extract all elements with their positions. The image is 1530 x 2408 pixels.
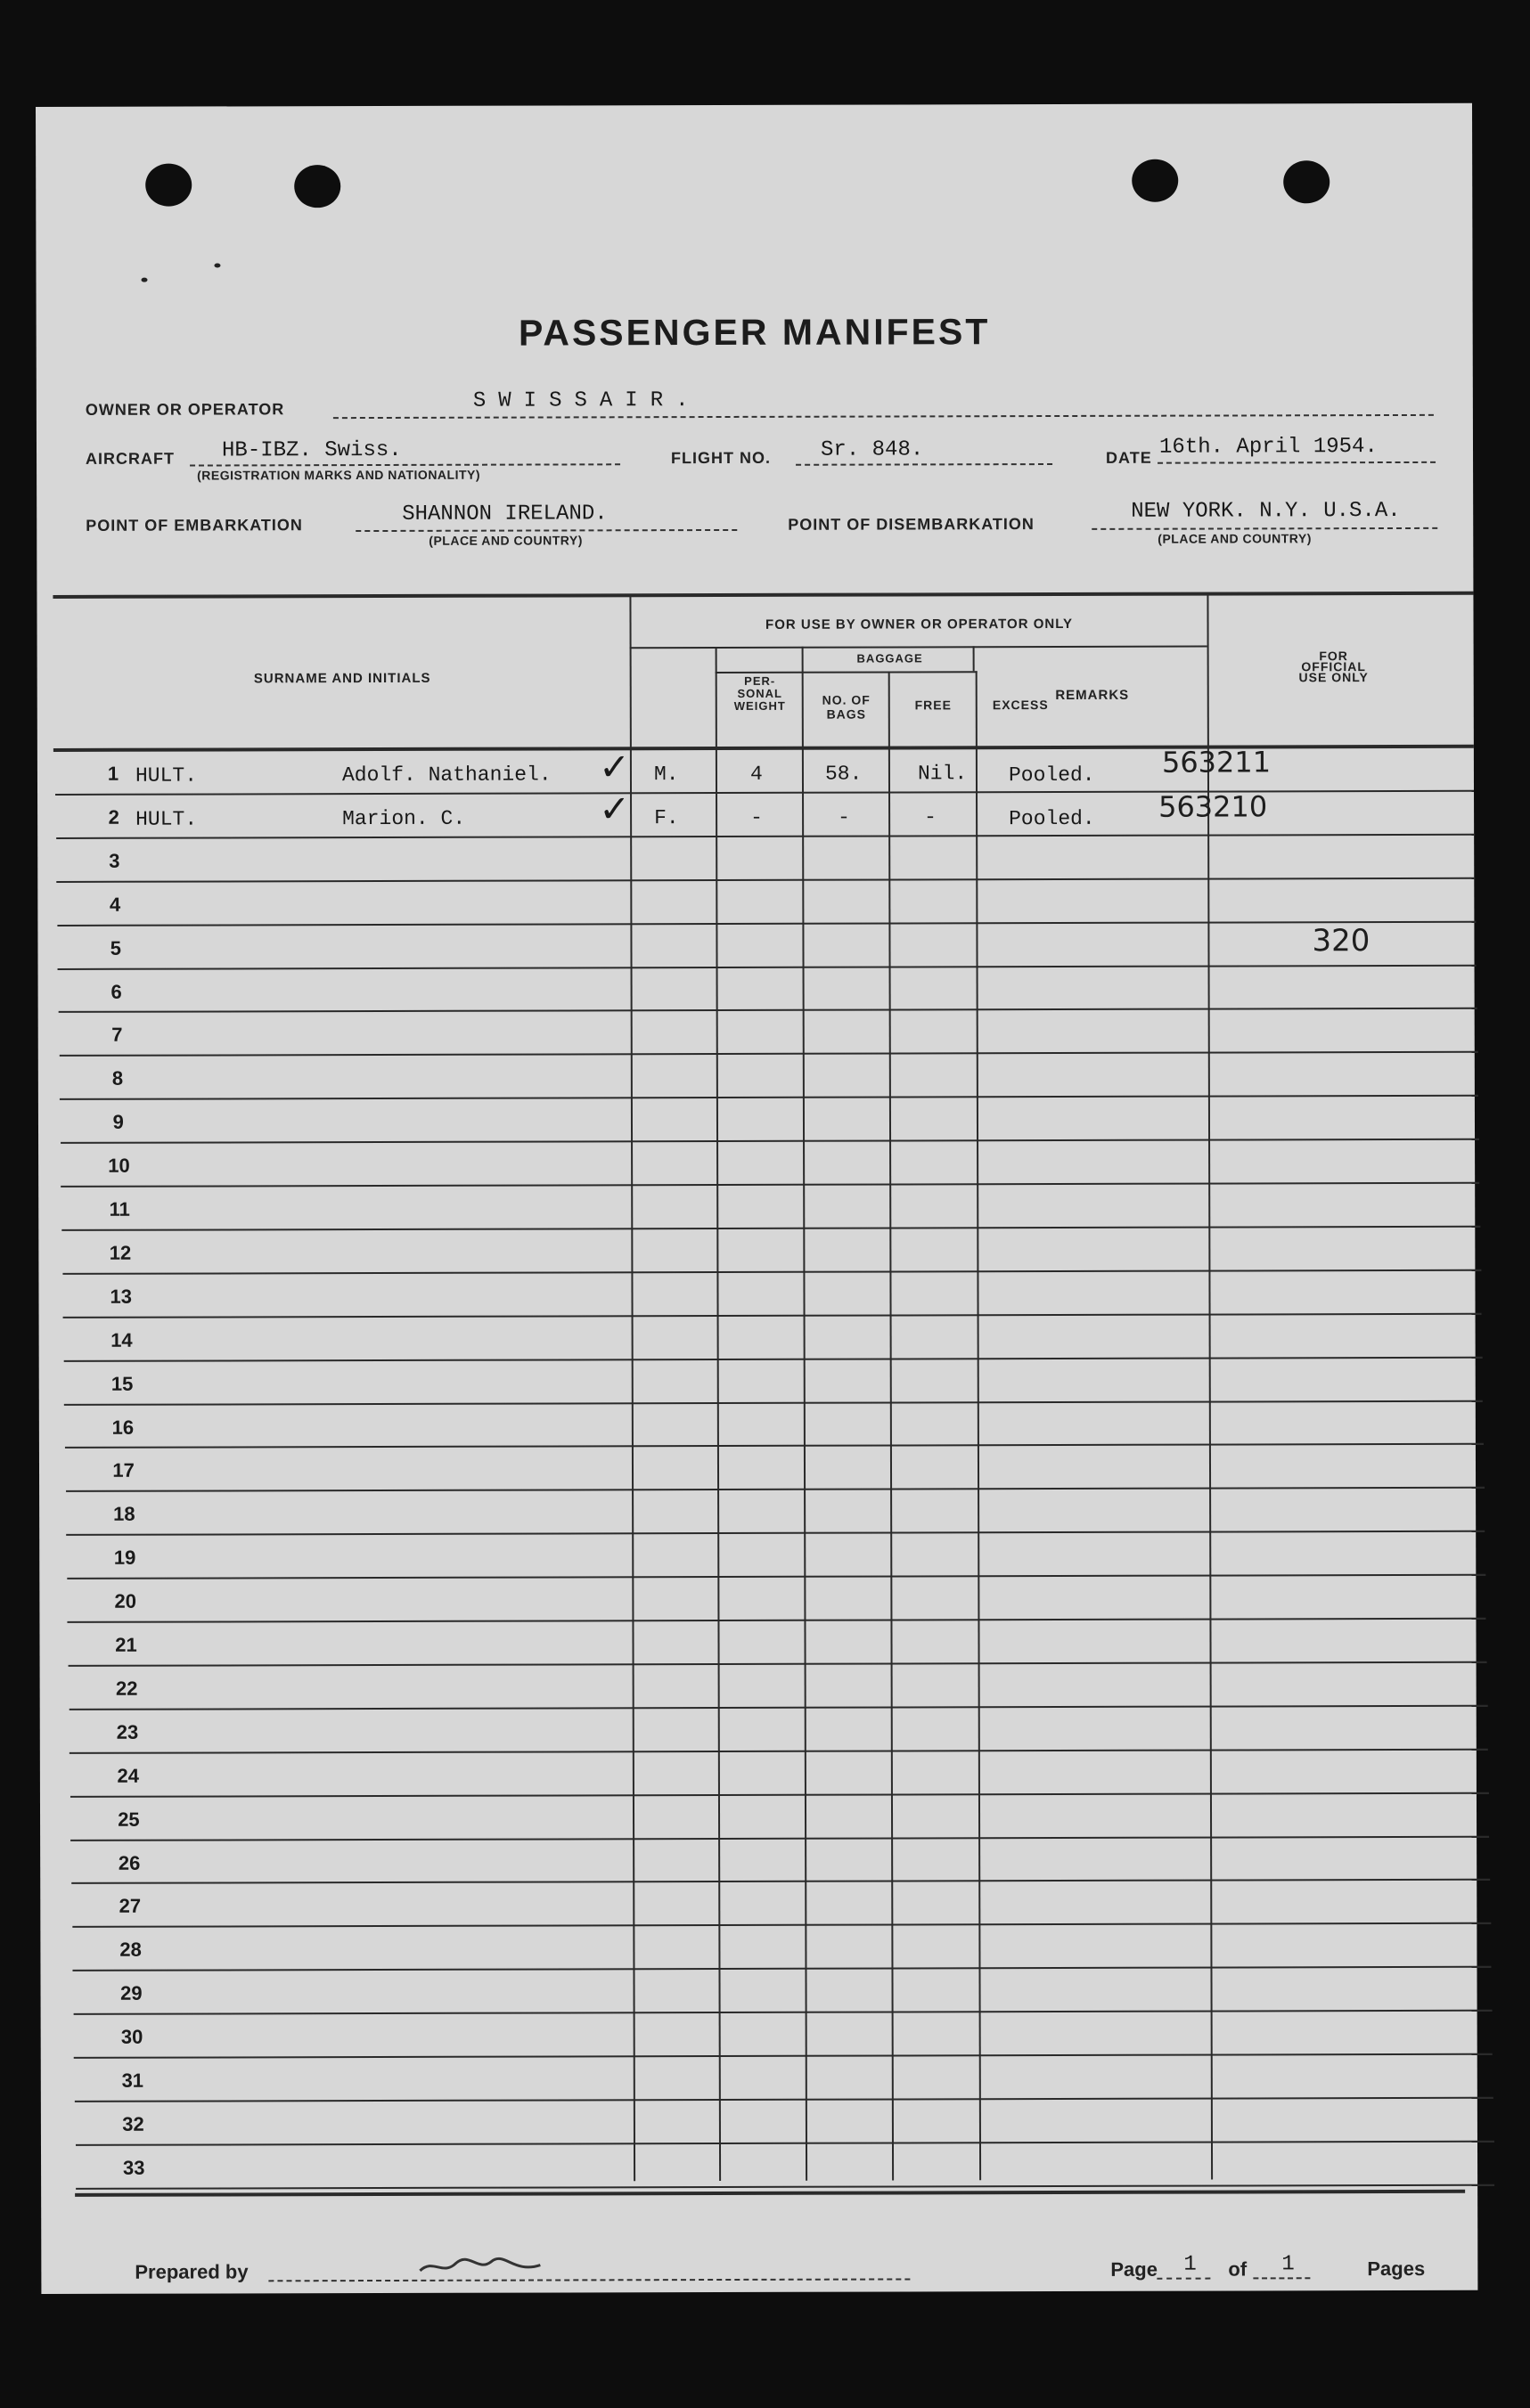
col-divider-excess xyxy=(976,671,981,2180)
punch-hole xyxy=(1283,160,1330,203)
baggage-rule xyxy=(716,671,978,673)
row-rule xyxy=(70,1835,1489,1841)
row-rule xyxy=(57,920,1476,926)
disembarkation-label: POINT OF DISEMBARKATION xyxy=(788,515,1035,534)
col-divider-name xyxy=(629,595,635,2181)
row-number: 19 xyxy=(113,1546,136,1569)
row-number: 16 xyxy=(111,1416,135,1439)
row1-weight: M. xyxy=(653,763,679,787)
row-number: 5 xyxy=(110,936,122,959)
row-number: 6 xyxy=(110,980,122,1003)
row-rule xyxy=(66,1531,1485,1536)
row-rule xyxy=(64,1400,1483,1405)
row-number: 22 xyxy=(115,1677,138,1700)
row2-remarks: Pooled. xyxy=(1009,806,1095,831)
punch-hole xyxy=(294,165,340,208)
flight-value: Sr. 848. xyxy=(820,437,924,462)
signature xyxy=(415,2250,549,2277)
date-label: DATE xyxy=(1106,448,1152,467)
row1-handwritten-number: 563211 xyxy=(1161,745,1272,780)
row-rule xyxy=(70,1748,1488,1753)
row-rule xyxy=(73,1966,1492,1971)
speck xyxy=(214,263,220,267)
col-divider-weight xyxy=(716,647,722,2181)
col-divider-free xyxy=(888,671,894,2180)
row-rule xyxy=(63,1312,1482,1318)
row-rule xyxy=(73,2010,1492,2015)
row-number: 17 xyxy=(112,1459,135,1482)
row-rule xyxy=(63,1356,1482,1361)
aircraft-sub: (REGISTRATION MARKS AND NATIONALITY) xyxy=(197,467,481,483)
row-rule xyxy=(61,1182,1480,1188)
row-number: 30 xyxy=(120,2025,143,2048)
row-number: 1 xyxy=(107,762,119,785)
row-rule xyxy=(65,1443,1484,1449)
row-number: 10 xyxy=(108,1154,130,1177)
row-rule xyxy=(75,2097,1493,2102)
row-number: 33 xyxy=(122,2156,145,2179)
row-rule xyxy=(67,1574,1485,1579)
row-number: 20 xyxy=(114,1589,137,1612)
prepared-by-underline xyxy=(268,2278,910,2281)
speck xyxy=(142,278,148,282)
row-rule xyxy=(56,834,1475,839)
row-number: 8 xyxy=(111,1067,124,1090)
row-rule xyxy=(68,1618,1486,1623)
row2-excess: - xyxy=(924,805,937,829)
row-rule xyxy=(72,1922,1491,1928)
manifest-sheet xyxy=(36,103,1477,2294)
owner-use-header: FOR USE BY OWNER OR OPERATOR ONLY xyxy=(765,616,1074,633)
row-number: 4 xyxy=(109,893,121,916)
row1-given-names: Adolf. Nathaniel. xyxy=(341,763,552,788)
row-number: 15 xyxy=(110,1372,134,1395)
table-bottom-border xyxy=(75,2190,1465,2197)
page-label: Page xyxy=(1110,2257,1158,2281)
prepared-by-label: Prepared by xyxy=(135,2260,249,2283)
row-rule xyxy=(76,2184,1494,2189)
row1-free: 58. xyxy=(824,762,863,786)
row-rule xyxy=(61,1139,1479,1144)
disembarkation-value: NEW YORK. N.Y. U.S.A. xyxy=(1131,498,1401,524)
row-number: 14 xyxy=(110,1328,133,1351)
row-rule xyxy=(74,2053,1493,2059)
row1-surname: HULT. xyxy=(135,763,198,788)
flight-underline xyxy=(796,463,1052,466)
row-number: 12 xyxy=(109,1241,132,1264)
no-of-bags-header: NO. OF BAGS xyxy=(822,692,871,722)
punch-hole xyxy=(145,164,192,207)
row2-check-mark: ✓ xyxy=(599,787,631,831)
owner-underline xyxy=(333,414,1434,419)
punch-hole xyxy=(1132,159,1178,202)
row-rule xyxy=(76,2141,1494,2146)
row-rule xyxy=(66,1487,1485,1492)
page-number: 1 xyxy=(1183,2252,1197,2277)
row-number: 21 xyxy=(115,1633,137,1656)
row-number: 11 xyxy=(109,1197,130,1220)
of-label: of xyxy=(1228,2257,1248,2281)
row-rule xyxy=(56,877,1475,882)
col-divider-official xyxy=(1207,594,1213,2180)
aircraft-underline xyxy=(190,463,620,466)
row-rule xyxy=(61,1226,1480,1231)
row2-surname: HULT. xyxy=(135,807,198,831)
row-number: 7 xyxy=(111,1024,123,1047)
row-rule xyxy=(58,964,1477,969)
table-top-border xyxy=(53,592,1473,599)
owner-value: SWISSAIR. xyxy=(472,388,701,413)
embarkation-sub: (PLACE AND COUNTRY) xyxy=(429,533,583,548)
row-number: 24 xyxy=(117,1764,139,1787)
row-number: 27 xyxy=(119,1895,142,1918)
row1-check-mark: ✓ xyxy=(598,745,631,789)
row-rule xyxy=(59,1051,1477,1057)
disembarkation-underline xyxy=(1092,527,1437,530)
owner-label: OWNER OR OPERATOR xyxy=(85,400,285,419)
page-title: PASSENGER MANIFEST xyxy=(518,311,991,354)
aircraft-label: AIRCRAFT xyxy=(86,449,176,468)
row-number: 26 xyxy=(118,1851,141,1874)
row-number: 9 xyxy=(112,1110,124,1133)
page-number-underline xyxy=(1157,2278,1210,2280)
date-underline xyxy=(1158,461,1436,464)
row-number: 31 xyxy=(121,2069,144,2092)
row2-free: - xyxy=(838,805,850,829)
pages-label: Pages xyxy=(1367,2257,1426,2281)
row2-bags: - xyxy=(750,805,763,829)
official-note: 320 xyxy=(1312,923,1370,959)
row2-weight: F. xyxy=(654,806,679,830)
baggage-header: BAGGAGE xyxy=(856,651,923,665)
row-number: 13 xyxy=(110,1285,132,1308)
row-number: 28 xyxy=(119,1938,142,1962)
row-number: 18 xyxy=(113,1503,135,1526)
total-pages: 1 xyxy=(1281,2252,1295,2277)
col-divider-bags xyxy=(802,647,808,2181)
row1-remarks: Pooled. xyxy=(1008,763,1095,788)
total-pages-underline xyxy=(1253,2277,1310,2279)
row-number: 2 xyxy=(108,805,119,829)
row-number: 32 xyxy=(122,2112,144,2135)
personal-weight-header: PER- SONAL WEIGHT xyxy=(733,673,786,713)
embarkation-value: SHANNON IRELAND. xyxy=(402,502,608,526)
row-rule xyxy=(71,1879,1490,1884)
surname-header: SURNAME AND INITIALS xyxy=(253,670,431,687)
row-rule xyxy=(69,1705,1487,1710)
free-header: FREE xyxy=(914,698,952,713)
row1-excess: Nil. xyxy=(917,762,968,786)
date-value: 16th. April 1954. xyxy=(1158,435,1378,460)
owner-use-rule xyxy=(630,646,1207,649)
row-rule xyxy=(62,1269,1481,1275)
row-rule xyxy=(70,1792,1489,1797)
disembarkation-sub: (PLACE AND COUNTRY) xyxy=(1158,531,1312,546)
row1-bags: 4 xyxy=(749,762,763,786)
row2-given-names: Marion. C. xyxy=(342,806,466,831)
row-rule xyxy=(60,1095,1478,1100)
row-number: 23 xyxy=(116,1720,139,1743)
embarkation-label: POINT OF EMBARKATION xyxy=(86,516,303,535)
flight-label: FLIGHT NO. xyxy=(671,448,772,468)
row-number: 25 xyxy=(118,1808,140,1831)
official-use-header: FOR OFFICIAL USE ONLY xyxy=(1298,649,1369,685)
remarks-header: REMARKS xyxy=(1055,687,1130,704)
row-number: 29 xyxy=(120,1981,143,2004)
row-rule xyxy=(69,1661,1487,1667)
row-rule xyxy=(59,1008,1477,1013)
excess-header: EXCESS xyxy=(992,698,1049,713)
row-number: 3 xyxy=(109,849,120,872)
aircraft-value: HB-IBZ. Swiss. xyxy=(221,437,402,463)
embarkation-underline xyxy=(356,529,737,532)
row2-handwritten-number: 563210 xyxy=(1158,789,1268,824)
